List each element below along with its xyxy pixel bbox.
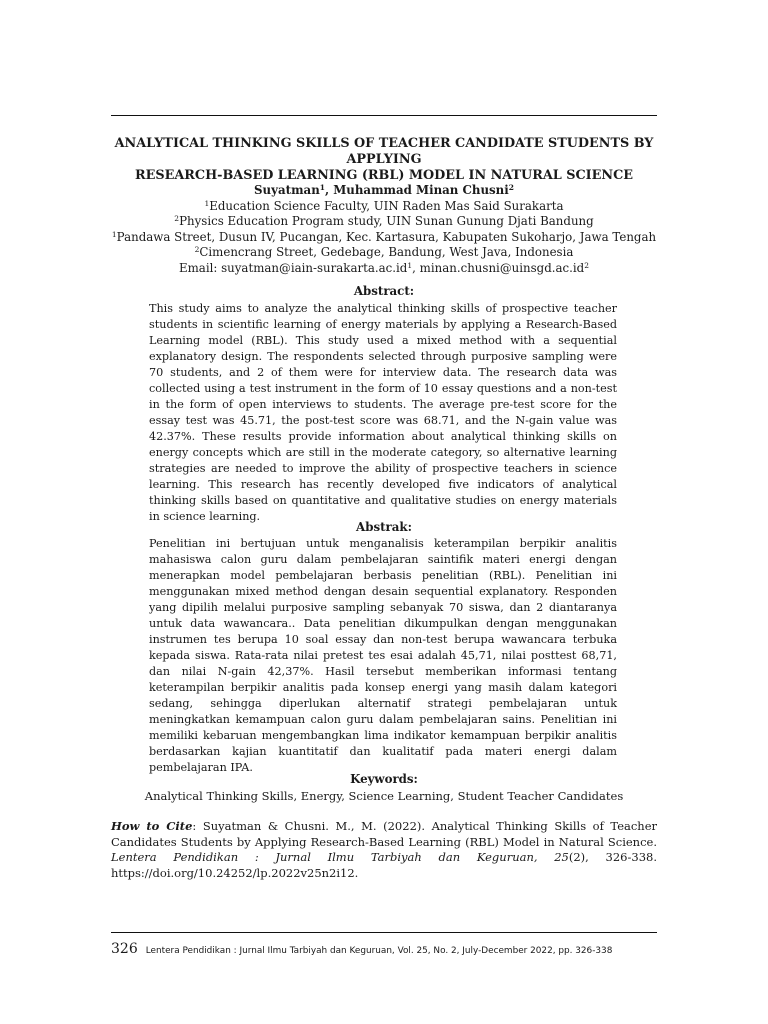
title-line-1: ANALYTICAL THINKING SKILLS OF TEACHER CANDIDATE STUDENTS BY APPLYING [114,136,654,167]
address-1-text: Pandawa Street, Dusun IV, Pucangan, Kec. Kartasura, Kabupaten Sukoharjo, Jawa Tengah [116,229,657,244]
footer-rule [111,932,657,933]
cite-colon: : [192,819,203,833]
affiliation-2-sup: 2 [174,214,180,223]
author-2: Muhammad Minan Chusni [333,183,509,197]
cite-journal: Lentera Pendidikan : Jurnal Ilmu Tarbiyah dan Keguruan, 25 [111,850,569,864]
address-1 [111,230,657,246]
address-2-text: Cimencrang Street, Gedebage, Bandung, West Java, Indonesia [199,245,574,259]
author-2-sup: 2 [508,183,514,192]
author-1: Suyatman [254,183,320,197]
affiliation-1-sup: 1 [204,198,210,208]
abstract-heading: Abstract: [353,284,415,298]
affiliation-2 [111,214,657,230]
affiliation-1-text: Education Science Faculty, UIN Raden Mas Said Surakarta [209,198,564,213]
email-2-link[interactable]: minan.chusni@uinsgd.ac.id [419,260,585,275]
cite-label: How to Cite [111,819,193,833]
email-line [111,261,657,277]
title-line-2: RESEARCH-BASED LEARNING (RBL) MODEL IN NATURAL SCIENCE [134,168,634,183]
address-2 [111,245,657,261]
header-rule [111,115,657,116]
address-1-sup: 1 [111,229,117,239]
cite-main: Suyatman & Chusni. M., M. (2022). Analytical Thinking Skills of Teacher Candidates Students by Applying Research-Based Learning (RBL) Model in Natural Science. [111,819,658,849]
affiliation-2-text: Physics Education Program study, UIN Sunan Gunung Djati Bandung [179,214,594,228]
author-1-sup: 1 [319,183,325,192]
email-label: Email: [179,260,222,275]
footer-journal: Lentera Pendidikan : Jurnal Ilmu Tarbiyah dan Keguruan, Vol. 25, No. 2, July-December 2022, pp. 326-338 [145,946,613,956]
keywords-text: Analytical Thinking Skills, Energy, Science Learning, Student Teacher Candidates [144,789,624,803]
email-1-link[interactable]: suyatman@iain-surakarta.ac.id [221,260,408,275]
abstract-text: This study aims to analyze the analytical thinking skills of prospective teacher students in scientific learning of energy materials by applying a Research-Based Learning model (RBL). This study used a mixed method with a sequential explanatory design. The respondents selected through purposive sampling were 70 students, and 2 of them were for interview data. The research data was collected using a test instrument in the form of 10 essay questions and a non-test in the form of open interviews to students. The average pre-test score for the essay test was 45.71, the post-test score was 68.71, and the N-gain value was 42.37%. These results provide information about analytical thinking skills on energy concepts which are still in the moderate category, so alternative learning strategies are needed to improve the ability of prospective teachers in science learning. This research has recently developed five indicators of analytical thinking skills based on quantitative and qualitative studies on energy materials in science learning. [149,302,617,523]
author-block [111,183,657,276]
address-2-sup: 2 [194,245,200,254]
email-separator: , [412,260,420,275]
keywords-heading: Keywords: [350,772,418,786]
email-2-sup: 2 [584,260,589,270]
how-to-cite [111,819,657,881]
affiliation-1 [111,199,657,215]
page-number: 326 [111,941,138,957]
cite-issue-doi[interactable]: (2), 326-338. https://doi.org/10.24252/lp.2022v25n2i12. [111,850,657,880]
author-separator: , [325,183,334,197]
page-footer [111,938,657,957]
paper-title [111,136,657,184]
abstrak-heading: Abstrak: [356,520,412,534]
author-names [111,183,657,199]
email-1-sup: 1 [407,260,413,270]
abstrak-text: Penelitian ini bertujuan untuk menganalisis keterampilan berpikir analitis mahasiswa calon guru dalam pembelajaran saintifik materi energi dengan menerapkan model pembelajaran berbasis penelitian (RBL). Penelitian ini menggunakan mixed method dengan desain sequential explanatory. Responden yang dipilih melalui purposive sampling sebanyak 70 siswa, dan 2 diantaranya untuk data wawancara.. Data penelitian dikumpulkan dengan menggunakan instrumen tes berupa 10 soal essay dan non-test berupa wawancara terbuka kepada siswa. Rata-rata nilai pretest tes esai adalah 45,71, nilai posttest 68,71, dan nilai N-gain 42,37%. Hasil tersebut memberikan informasi tentang keterampilan berpikir analitis pada konsep energi yang masih dalam kategori sedang, sehingga diperlukan alternatif strategi pembelajaran untuk meningkatkan kemampuan calon guru dalam pembelajaran sains. Penelitian ini memiliki kebaruan mengembangkan lima indikator kemampuan berpikir analitis berdasarkan kajian kuantitatif dan kualitatif pada materi energi dalam pembelajaran IPA. [149,537,617,774]
